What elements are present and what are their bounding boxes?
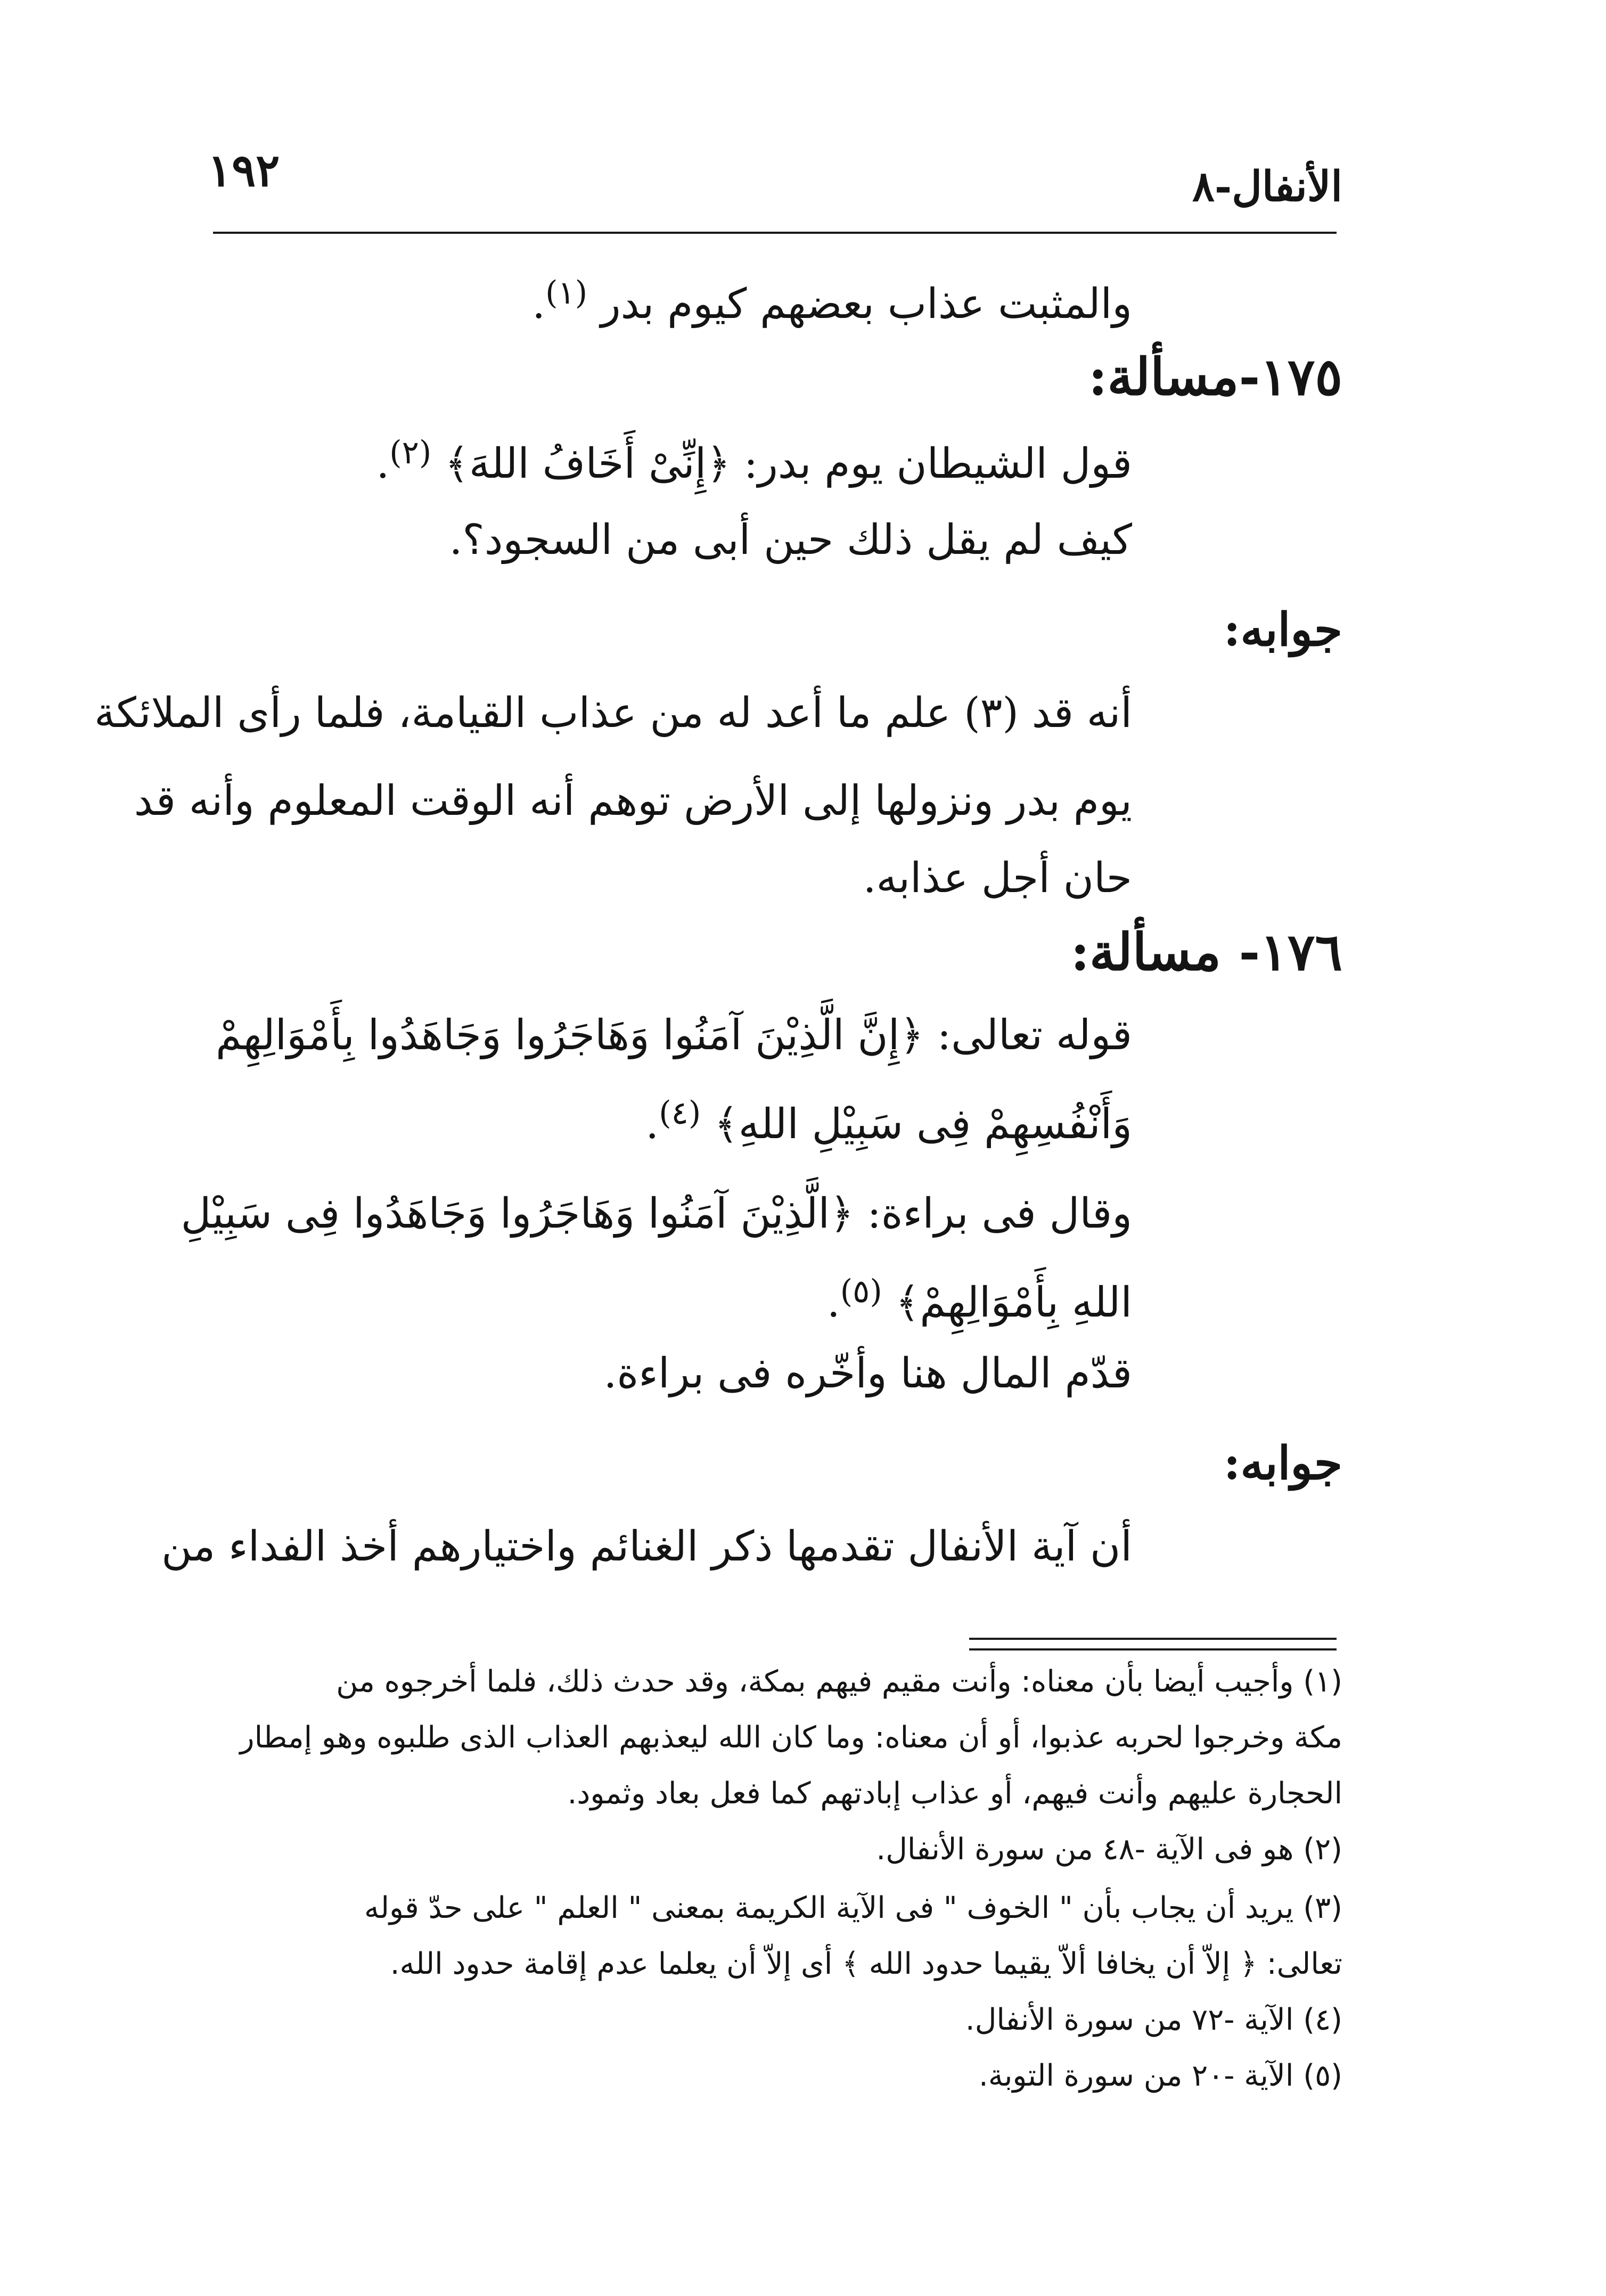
footnote-marker: (٤) <box>659 1094 701 1132</box>
answer-175-line-2: يوم بدر ونزولها إلى الأرض توهم أنه الوقت المعلوم وأنه قد <box>134 777 1132 825</box>
answer-176-line-1: أن آية الأنفال تقدمها ذكر الغنائم واختيارهم أخذ الفداء من <box>161 1523 1132 1571</box>
body-text: وَأَنْفُسِهِمْ فِى سَبِيْلِ اللهِ﴾ <box>714 1100 1132 1148</box>
question-176-line-2 <box>645 1094 1132 1148</box>
question-175-line-2: كيف لم يقل ذلك حين أبى من السجود؟. <box>449 516 1132 564</box>
body-text: قول الشيطان يوم بدر: ﴿إِنِّىْ أَخَافُ اللهَ﴾ <box>445 440 1132 488</box>
punctuation: . <box>826 1279 840 1327</box>
footnote-marker: (٥) <box>840 1273 882 1310</box>
answer-label: جوابه: <box>1223 603 1342 657</box>
question-176-heading: ١٧٦- مسألة: <box>1070 922 1342 982</box>
question-175-heading: ١٧٥-مسألة: <box>1088 347 1342 407</box>
answer-175-line-1: أنه قد (٣) علم ما أعد له من عذاب القيامة، فلما رأى الملائكة <box>94 689 1132 737</box>
body-text: اللهِ بِأَمْوَالِهِمْ﴾ <box>895 1279 1132 1327</box>
question-175-line-1 <box>376 434 1132 488</box>
footnote-5: (٥) الآية -٢٠ من سورة التوبة. <box>979 2058 1342 2093</box>
footnote-marker: (٢) <box>389 434 432 471</box>
body-text: والمثبت عذاب بعضهم كيوم بدر <box>600 280 1132 328</box>
question-176-line-5: قدّم المال هنا وأخّره فى براءة. <box>603 1350 1132 1398</box>
question-176-line-4 <box>826 1273 1132 1327</box>
footnote-4: (٤) الآية -٧٢ من سورة الأنفال. <box>965 2003 1342 2037</box>
answer-label: جوابه: <box>1223 1436 1342 1490</box>
footnote-3-line-2: تعالى: ﴿ إلاّ أن يخافا ألاّ يقيما حدود الله ﴾ أى إلاّ أن يعلما عدم إقامة حدود الله. <box>390 1947 1342 1981</box>
punctuation: . <box>645 1100 659 1148</box>
footnote-marker: (١) <box>545 274 588 312</box>
running-title: الأنفال-٨ <box>1192 162 1342 211</box>
question-176-line-1: قوله تعالى: ﴿إِنَّ الَّذِيْنَ آمَنُوا وَهَاجَرُوا وَجَاهَدُوا بِأَمْوَالِهِمْ <box>215 1011 1132 1059</box>
punctuation: . <box>532 280 546 328</box>
answer-175-line-3: حان أجل عذابه. <box>863 854 1132 902</box>
punctuation: . <box>376 440 390 488</box>
footnote-1-line-1: (١) وأجيب أيضا بأن معناه: وأنت مقيم فيهم بمكة، وقد حدث ذلك، فلما أخرجوه من <box>336 1664 1342 1699</box>
header-rule <box>213 232 1337 234</box>
body-line-1 <box>532 274 1132 328</box>
footnote-3-line-1: (٣) يريد أن يجاب بأن " الخوف " فى الآية الكريمة بمعنى " العلم " على حدّ قوله <box>364 1891 1342 1925</box>
footnote-1-line-3: الحجارة عليهم وأنت فيهم، أو عذاب إبادتهم كما فعل بعاد وثمود. <box>567 1776 1342 1811</box>
footnote-1-line-2: مكة وخرجوا لحربه عذبوا، أو أن معناه: وما كان الله ليعذبهم العذاب الذى طلبوه وهو إمطار <box>240 1720 1342 1755</box>
question-176-line-3: وقال فى براءة: ﴿الَّذِيْنَ آمَنُوا وَهَاجَرُوا وَجَاهَدُوا فِى سَبِيْلِ <box>181 1190 1132 1238</box>
footnote-rule <box>969 1638 1337 1650</box>
page-number: ١٩٢ <box>208 144 280 197</box>
footnote-2: (٢) هو فى الآية -٤٨ من سورة الأنفال. <box>876 1832 1342 1867</box>
